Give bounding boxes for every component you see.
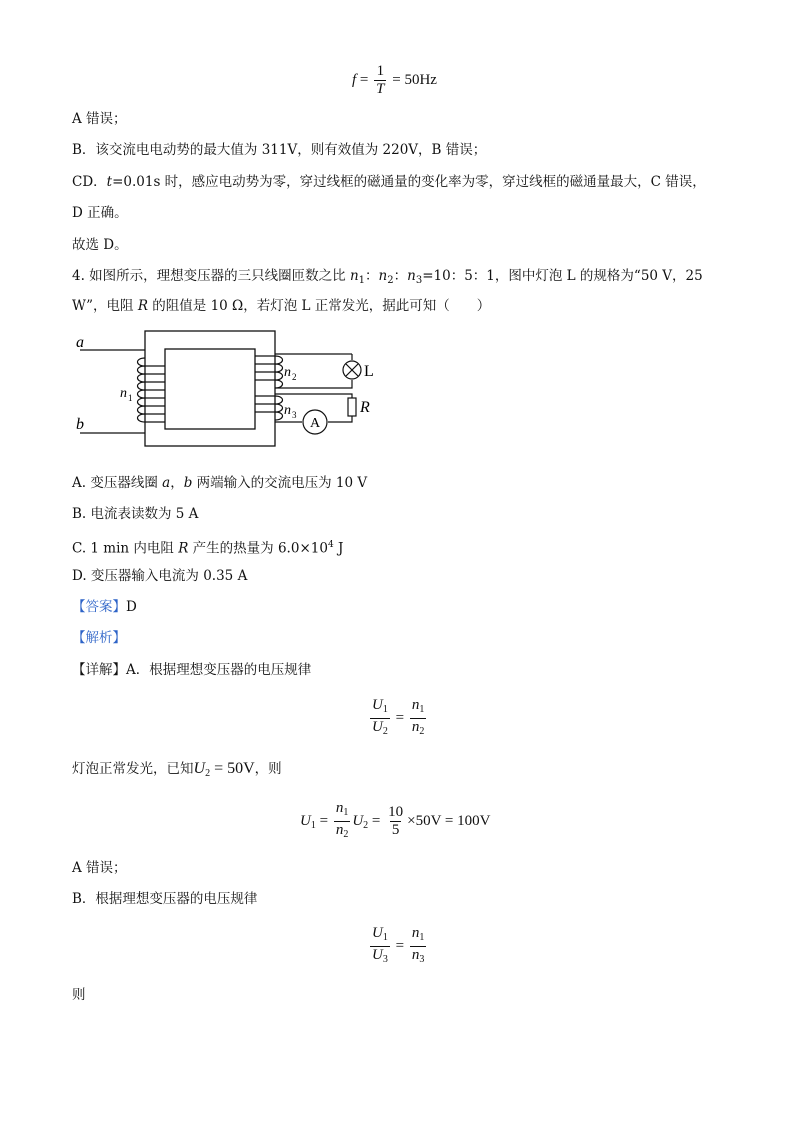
detail-label: 【详解】	[72, 662, 126, 678]
frac-den: $n_2$	[410, 718, 427, 740]
text-sub: 2	[387, 275, 394, 286]
detail-line	[72, 661, 311, 679]
text-var: n	[349, 268, 359, 284]
fraction	[386, 804, 405, 839]
answer-label: 【答案】	[72, 599, 126, 615]
question-4-line2	[72, 297, 490, 315]
text-span: ，	[170, 475, 184, 491]
text-var: R	[178, 540, 189, 557]
option-b: B. 电流表读数为 5 A	[72, 506, 199, 522]
n2-sub: 2	[292, 372, 297, 382]
eq-f-rhs: = 50Hz	[392, 71, 437, 88]
text-line: B．该交流电电动势的最大值为 311V，则有效值为 220V，B 错误；	[72, 142, 487, 158]
frac-num: $n_1$	[411, 925, 425, 943]
question-4-line1	[72, 267, 703, 290]
frac-den: $U_3$	[370, 946, 390, 968]
fraction	[370, 697, 390, 740]
text-var: n	[407, 268, 416, 284]
frac-den: $n_3$	[410, 946, 427, 968]
text-var: b	[183, 475, 193, 491]
analysis-line	[72, 629, 126, 647]
n2-label: n	[284, 365, 291, 380]
equation-frequency: f = $\frac{1}{T}$ = 50Hz	[352, 63, 437, 97]
n3-sub: 3	[292, 410, 297, 420]
frac-den: 5	[391, 822, 400, 838]
wire	[275, 380, 352, 388]
equation-voltage-ratio: $\frac{U_1}{U_2}$ = $\frac{n_1}{n_2}$	[368, 697, 428, 740]
text-line: 故选 D。	[72, 237, 128, 253]
option-c	[72, 536, 343, 558]
frac-den: $U_2$	[370, 718, 390, 740]
frac-num: $U_1$	[372, 925, 388, 943]
n3-label: n	[284, 403, 291, 418]
text-line: D 正确。	[72, 205, 128, 221]
transformer-core-inner	[165, 349, 255, 429]
ammeter-label: A	[310, 416, 321, 431]
text-span: 灯泡正常发光，已知	[72, 761, 194, 777]
equation-voltage-ratio-3: $\frac{U_1}{U_3}$ = $\frac{n_1}{n_3}$	[368, 925, 428, 968]
frac-num: $n_1$	[411, 697, 425, 715]
text-span: 的阻值是 10 Ω，若灯泡 L 正常发光，据此可知（ ）	[148, 298, 491, 314]
text-sub: 3	[415, 275, 423, 286]
detail-text: A．根据理想变压器的电压规律	[126, 662, 312, 678]
text-span: ，则	[254, 761, 282, 777]
frac-num: 10	[388, 804, 404, 820]
frac-num: 1	[376, 63, 385, 79]
lamp-icon	[343, 361, 361, 379]
fraction	[374, 63, 386, 98]
secondary-coil-n2	[255, 356, 283, 388]
frac-num: $n_1$	[335, 800, 349, 818]
text-sub: 1	[358, 275, 366, 286]
terminal-b-label: b	[76, 416, 84, 433]
text-span: W”，电阻	[72, 298, 138, 314]
text-span: J	[333, 540, 344, 557]
option-d: D. 变压器输入电流为 0.35 A	[72, 568, 248, 584]
eq-f-symbol: f	[352, 71, 357, 88]
text-line	[72, 173, 706, 191]
frac-num: $U_1$	[372, 697, 388, 715]
lamp-label: L	[364, 363, 374, 380]
transformer-circuit-diagram	[70, 326, 390, 456]
text-span: C. 1 min 内电阻	[72, 540, 179, 557]
resistor-label: R	[360, 399, 370, 416]
fraction	[410, 925, 427, 968]
secondary-coil-n3	[255, 396, 283, 420]
text-span: 4. 如图所示，理想变压器的三只线圈匝数之比	[72, 268, 350, 284]
n1-sub: 1	[128, 393, 133, 403]
text-span: =10：5：1，图中灯泡 L 的规格为“50 V，25	[422, 268, 703, 284]
bulb-line	[72, 760, 282, 783]
text-span: =0.01s 时，感应电动势为零，穿过线框的磁通量的变化率为零，穿过线框的磁通量最大，C 错误，	[112, 174, 706, 190]
text-line: A 错误；	[72, 860, 127, 876]
text-span: CD．	[72, 174, 107, 190]
text-sup: 4	[327, 540, 334, 550]
text-line: 则	[72, 987, 86, 1003]
option-a	[72, 474, 367, 492]
text-span: 两端输入的交流电压为 10 V	[192, 475, 368, 491]
text-var: t	[106, 174, 113, 190]
terminal-a-label: a	[76, 334, 84, 351]
fraction	[410, 697, 427, 740]
text-var: R	[137, 298, 148, 314]
wire	[275, 394, 352, 398]
frac-den: T	[376, 81, 385, 97]
text-line: A 错误；	[72, 111, 127, 127]
text-span: ：	[365, 268, 379, 284]
n1-label: n	[120, 386, 127, 401]
text-line: B．根据理想变压器的电压规律	[72, 891, 258, 907]
resistor-icon	[348, 398, 356, 416]
equation-u1: $U_1$ = $\frac{n_1}{n_2}$ $U_2$ = $\frac{10}{5}$ ×50V = 100V	[300, 800, 490, 843]
text-span: A. 变压器线圈	[72, 475, 163, 491]
wire	[328, 416, 352, 422]
text-var: a	[162, 475, 171, 491]
text-var: n	[378, 268, 388, 284]
fraction	[370, 925, 390, 968]
inline-eq-u2: $U_2 = 50V$	[193, 760, 255, 779]
primary-coil	[138, 358, 166, 422]
frac-den: $n_2$	[334, 821, 351, 843]
answer-value: D	[126, 599, 137, 615]
analysis-label: 【解析】	[72, 630, 126, 646]
fraction	[334, 800, 351, 843]
text-span: ：	[393, 268, 408, 284]
answer-line	[72, 598, 137, 616]
text-span: 产生的热量为 6.0×10	[188, 540, 328, 557]
